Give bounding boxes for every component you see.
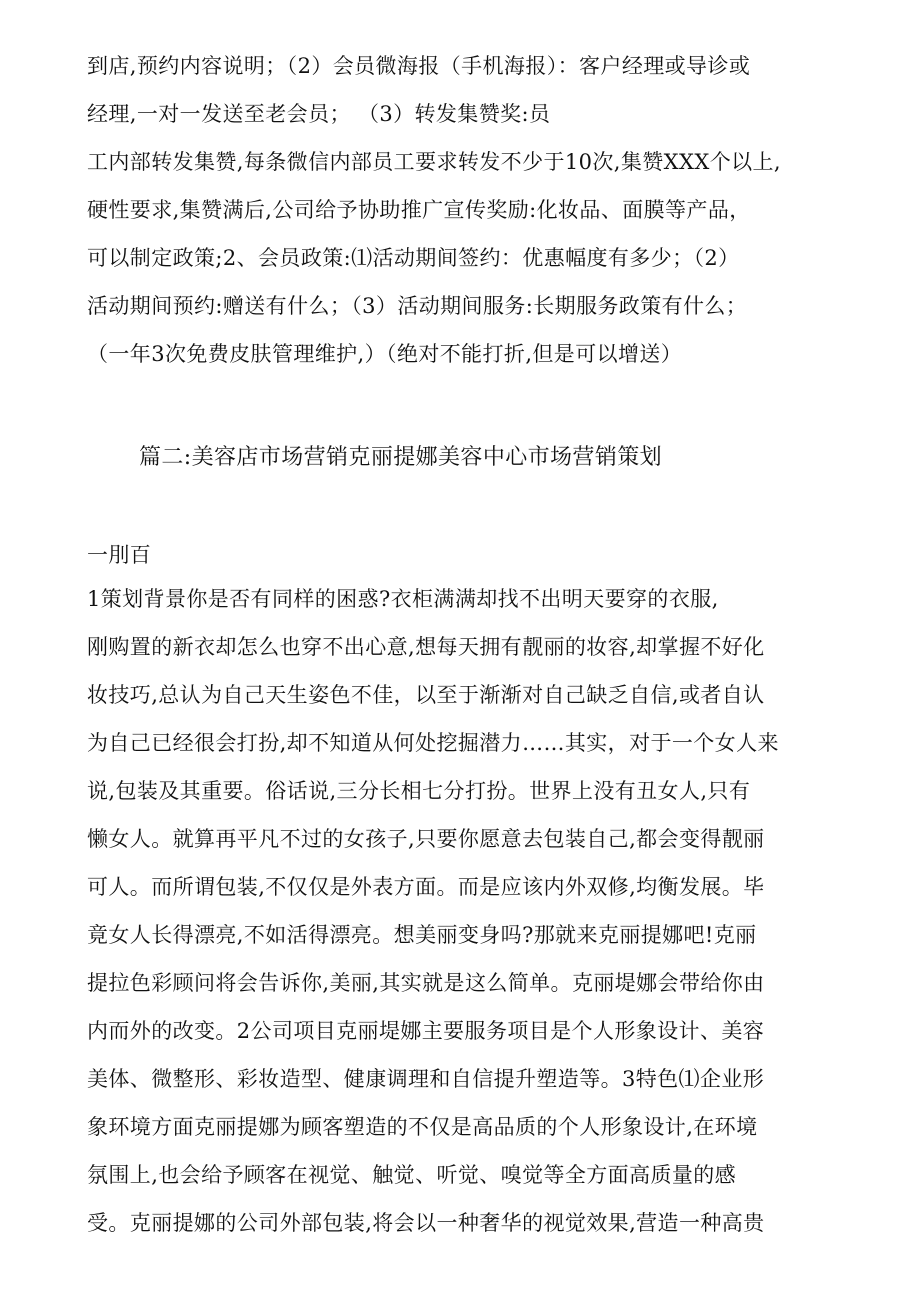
body-text-line: 氛围上,也会给予顾客在视觉、触觉、听觉、嗅觉等全方面高质量的感 [87, 1163, 737, 1187]
body-text-line: 1策划背景你是否有同样的困惑?衣柜满满却找不出明天要穿的衣服, [87, 587, 719, 611]
body-text-line: 工内部转发集赞,每条微信内部员工要求转发不少于10次,集赞XXX个以上, [87, 150, 781, 174]
body-text-line: 可人。而所谓包装,不仅仅是外表方面。而是应该内外双修,均衡发展。毕 [87, 875, 765, 899]
body-text-line: 硬性要求,集赞满后,公司给予协助推广宣传奖励:化妆品、面膜等产品， [87, 198, 751, 222]
section-label: 一刖百 [87, 543, 152, 567]
body-text-line: 到店,预约内容说明；（2）会员微海报（手机海报）：客户经理或导诊或 [87, 54, 751, 78]
body-text-line: 经理,一对一发送至老会员； （3）转发集赞奖:员 [87, 102, 551, 126]
body-text-line: 竟女人长得漂亮,不如活得漂亮。想美丽变身吗?那就来克丽提娜吧!克丽 [87, 923, 757, 947]
body-text-line: 懒女人。就算再平凡不过的女孩子,只要你愿意去包装自己,都会变得靓丽 [87, 827, 765, 851]
section-heading: 篇二:美容店市场营销克丽提娜美容中心市场营销策划 [139, 445, 663, 470]
body-text-line: （一年3次免费皮肤管理维护,）（绝对不能打折,但是可以增送） [87, 342, 683, 366]
body-text-line: 美体、微整形、彩妆造型、健康调理和自信提升塑造等。3特色⑴企业形 [87, 1067, 765, 1091]
body-text-line: 受。克丽提娜的公司外部包装,将会以一种奢华的视觉效果,营造一种高贵 [87, 1211, 765, 1235]
body-text-line: 提拉色彩顾问将会告诉你,美丽,其实就是这么简单。克丽堤娜会带给你由 [87, 971, 765, 995]
body-text-line: 为自己已经很会打扮,却不知道从何处挖掘潜力……其实，对于一个女人来 [87, 731, 779, 755]
body-text-line: 象环境方面克丽提娜为顾客塑造的不仅是高品质的个人形象设计,在环境 [87, 1115, 758, 1139]
body-text-line: 内而外的改变。2公司项目克丽堤娜主要服务项目是个人形象设计、美容 [87, 1019, 765, 1043]
body-text-line: 说,包装及其重要。俗话说,三分长相七分打扮。世界上没有丑女人,只有 [87, 779, 751, 803]
body-text-line: 刚购置的新衣却怎么也穿不出心意,想每天拥有靓丽的妆容,却掌握不好化 [87, 635, 765, 659]
body-text-line: 妆技巧,总认为自己天生姿色不佳，以至于渐渐对自己缺乏自信,或者自认 [87, 683, 765, 707]
body-text-line: 活动期间预约:赠送有什么；（3）活动期间服务:长期服务政策有什么； [87, 294, 748, 318]
body-text-line: 可以制定政策;2、会员政策:⑴活动期间签约：优惠幅度有多少；（2） [87, 246, 740, 270]
